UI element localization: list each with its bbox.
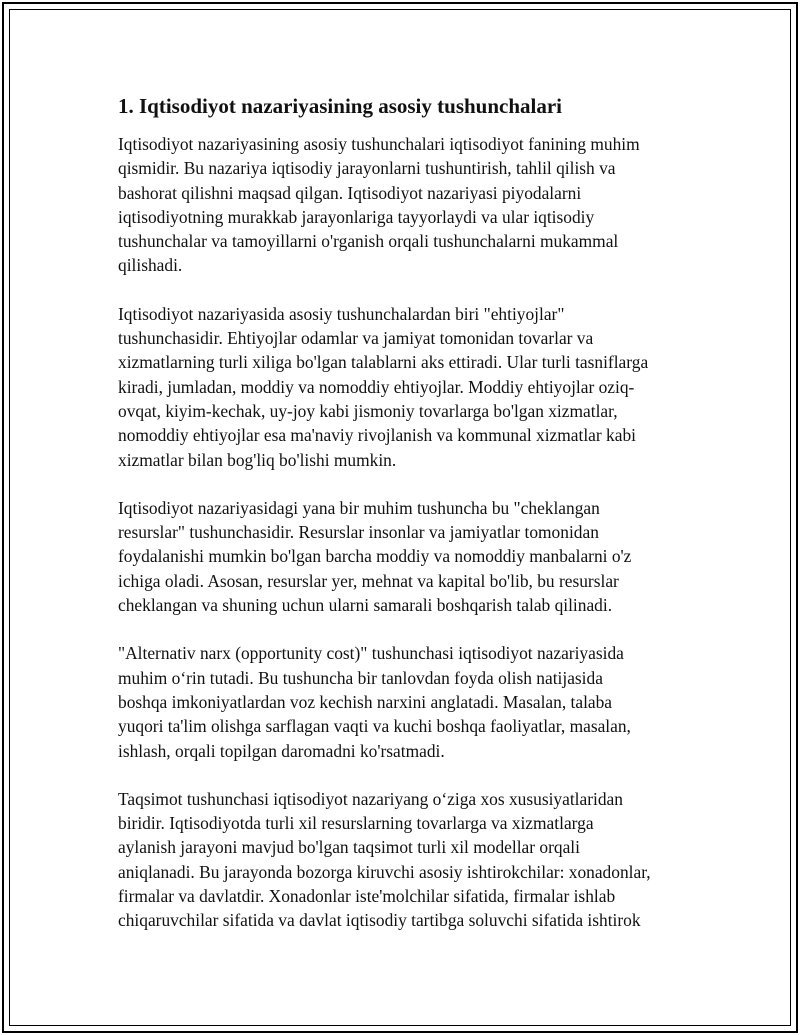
text-line: firmalar va davlatdir. Xonadonlar iste'molchilar sifatida, firmalar ishlab bbox=[118, 886, 616, 907]
paragraph-5 bbox=[118, 787, 688, 933]
text-line: iqtisodiyotning murakkab jarayonlariga tayyorlaydi va ular iqtisodiy bbox=[118, 206, 595, 227]
text-line: chiqaruvchilar sifatida va davlat iqtisodiy tartibga soluvchi sifatida ishtirok bbox=[118, 910, 641, 931]
text-line: qismidir. Bu nazariya iqtisodiy jarayonlarni tushuntirish, tahlil qilish va bbox=[118, 158, 616, 179]
text-line: yuqori ta'lim olishga sarflagan vaqti va kuchi boshqa faoliyatlar, masalan, bbox=[118, 716, 631, 737]
paragraph-2 bbox=[118, 302, 688, 472]
paragraph-1 bbox=[118, 132, 688, 278]
text-line: xizmatlar bilan bog'liq bo'lishi mumkin. bbox=[118, 449, 397, 470]
text-line: resurslar" tushunchasidir. Resurslar insonlar va jamiyatlar tomonidan bbox=[118, 522, 599, 543]
text-line: ichiga oladi. Asosan, resurslar yer, mehnat va kapital bo'lib, bu resurslar bbox=[118, 570, 619, 591]
text-line: bashorat qilishni maqsad qilgan. Iqtisodiyot nazariyasi piyodalarni bbox=[118, 182, 582, 203]
document-body bbox=[118, 92, 688, 957]
text-line: aylanish jarayoni mavjud bo'lgan taqsimot turli xil modellar orqali bbox=[118, 837, 580, 858]
text-line: kiradi, jumladan, moddiy va nomoddiy ehtiyojlar. Moddiy ehtiyojlar oziq- bbox=[118, 376, 635, 397]
text-line: "Alternativ narx (opportunity cost)" tushunchasi iqtisodiyot nazariyasida bbox=[118, 643, 624, 664]
text-line: Iqtisodiyot nazariyasida asosiy tushunchalardan biri "ehtiyojlar" bbox=[118, 303, 565, 324]
text-line: nomoddiy ehtiyojlar esa ma'naviy rivojlanish va kommunal xizmatlar kabi bbox=[118, 425, 636, 446]
text-line: xizmatlarning turli xiliga bo'lgan talablarni aks ettiradi. Ular turli tasniflarga bbox=[118, 352, 649, 373]
text-line: Iqtisodiyot nazariyasidagi yana bir muhim tushuncha bu "cheklangan bbox=[118, 497, 600, 518]
text-line: ovqat, kiyim-kechak, uy-joy kabi jismoniy tovarlarga bo'lgan xizmatlar, bbox=[118, 400, 618, 421]
section-heading: 1. Iqtisodiyot nazariyasining asosiy tushunchalari bbox=[118, 94, 563, 118]
text-line: ishlash, orqali topilgan daromadni ko'rsatmadi. bbox=[118, 740, 445, 761]
text-line: qilishadi. bbox=[118, 255, 183, 276]
paragraph-3 bbox=[118, 496, 688, 617]
text-line: Taqsimot tushunchasi iqtisodiyot nazariyang o‘ziga xos xususiyatlaridan bbox=[118, 788, 623, 809]
text-line: boshqa imkoniyatlardan voz kechish narxini anglatadi. Masalan, talaba bbox=[118, 691, 613, 712]
text-line: cheklangan va shuning uchun ularni samarali boshqarish talab qilinadi. bbox=[118, 595, 613, 616]
text-line: foydalanishi mumkin bo'lgan barcha moddiy va nomoddiy manbalarni o'z bbox=[118, 546, 632, 567]
text-line: Iqtisodiyot nazariyasining asosiy tushunchalari iqtisodiyot fanining muhim bbox=[118, 134, 640, 154]
paragraph-4 bbox=[118, 641, 688, 762]
text-line: tushunchasidir. Ehtiyojlar odamlar va jamiyat tomonidan tovarlar va bbox=[118, 328, 594, 349]
text-line: biridir. Iqtisodiyotda turli xil resurslarning tovarlarga va xizmatlarga bbox=[118, 813, 594, 834]
text-line: tushunchalar va tamoyillarni o'rganish orqali tushunchalarni mukammal bbox=[118, 231, 619, 252]
text-line: muhim o‘rin tutadi. Bu tushuncha bir tanlovdan foyda olish natijasida bbox=[118, 667, 603, 688]
text-line: aniqlanadi. Bu jarayonda bozorga kiruvchi asosiy ishtirokchilar: xonadonlar, bbox=[118, 861, 651, 882]
